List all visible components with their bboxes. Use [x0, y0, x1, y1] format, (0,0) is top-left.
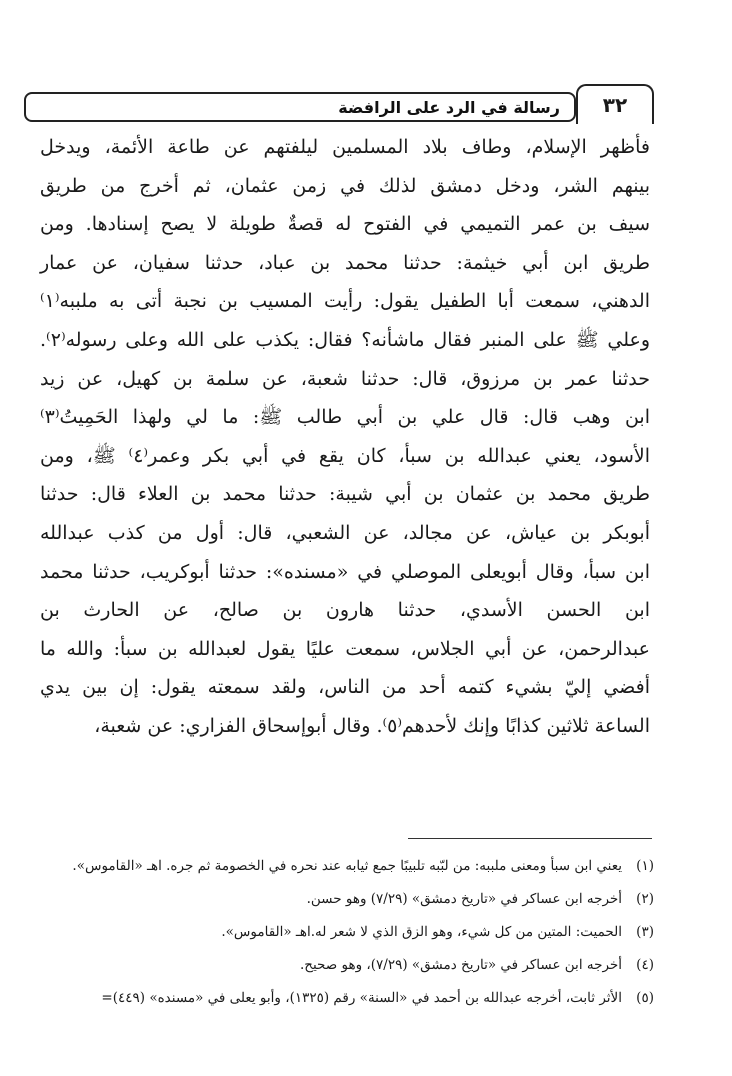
footnote-text: الحميت: المتين من كل شيء، وهو الزق الذي لا شعر له.اهـ «القاموس».: [221, 924, 622, 940]
text-line: أبوبكر بن عياش، عن مجالد، عن الشعبي، قال: أول من كذب عبدالله: [40, 521, 650, 544]
footnote-text: الأثر ثابت، أخرجه عبدالله بن أحمد في «السنة» رقم (١٣٢٥)، وأبو يعلى في «مسنده» (٤٤٩)=: [101, 990, 622, 1006]
text-line: فأظهر الإسلام، وطاف بلاد المسلمين ليلفتهم عن طاعة الأئمة، ويدخل: [40, 136, 650, 158]
footnote-number: (١): [636, 858, 654, 874]
page-number: ٣٢: [602, 93, 628, 117]
text-line: الساعة ثلاثين كذابًا وإنك لأحدهم⁽٥⁾. وقال أبوإسحاق الفزاري: عن شعبة،: [94, 714, 650, 737]
footnote-number: (٣): [636, 924, 654, 940]
text-line: طريق محمد بن عثمان بن أبي شيبة: حدثنا محمد بن العلاء قال: حدثنا: [40, 483, 650, 506]
footnote: [30, 982, 654, 1015]
footnote-text: أخرجه ابن عساكر في «تاريخ دمشق» (٧/٢٩)، وهو صحيح.: [299, 957, 622, 973]
text-line: حدثنا عمر بن مرزوق، قال: حدثنا شعبة، عن سلمة بن كهيل، عن زيد: [40, 367, 650, 390]
text-line: ابن الحسن الأسدي، حدثنا هارون بن صالح، عن الحارث بن: [40, 599, 650, 622]
footnote: [30, 949, 654, 982]
page-number-box: [576, 84, 654, 124]
footnote-divider: [408, 838, 652, 839]
text-line: وعلي ﷺ على المنبر فقال ماشأنه؟ فقال: يكذب على الله وعلى رسوله⁽٢⁾.: [40, 328, 650, 351]
text-line: أفضي إليّ بشيء كتمه أحد من الناس، ولقد سمعته يقول: إن بين يدي: [40, 676, 650, 699]
text-line: الأسود، يعني عبدالله بن سبأ، كان يقع في أبي بكر وعمر⁽٤⁾ ﷺ، ومن: [40, 444, 650, 467]
footnote-number: (٢): [636, 891, 654, 907]
footnote: [30, 883, 654, 916]
text-line: بينهم الشر، ودخل دمشق لذلك في زمن عثمان، ثم أخرج من طريق: [40, 174, 650, 197]
footnote: [30, 916, 654, 949]
text-line: الدهني، سمعت أبا الطفيل يقول: رأيت المسيب بن نجبة أتى به ملببه⁽١⁾: [40, 290, 650, 313]
page-header: [24, 84, 654, 124]
text-line: سيف بن عمر التميمي في الفتوح له قصةٌ طويلة لا يصح إسنادها. ومن: [40, 213, 650, 236]
footnote-text: يعني ابن سبأ ومعنى ملببه: من لبّبه تلبيبًا جمع ثيابه عند نحره في الخصومة ثم جره. اهـ «القاموس».: [72, 858, 622, 874]
footnote: [30, 850, 654, 883]
text-line: ابن سبأ، وقال أبويعلى الموصلي في «مسنده»: حدثنا أبوكريب، حدثنا محمد: [40, 560, 650, 583]
footnote-number: (٤): [636, 957, 654, 973]
main-text: [40, 128, 650, 746]
text-line: عبدالرحمن، عن أبي الجلاس، سمعت عليًا يقول لعبدالله بن سبأ: والله ما: [40, 637, 650, 660]
running-title-bar: [24, 92, 576, 122]
footnotes: [30, 850, 654, 1015]
footnote-text: أخرجه ابن عساكر في «تاريخ دمشق» (٧/٢٩) وهو حسن.: [306, 891, 622, 907]
text-line: طريق ابن أبي خيثمة: حدثنا محمد بن عباد، حدثنا سفيان، عن عمار: [40, 251, 650, 274]
running-title: رسالة في الرد على الرافضة: [338, 97, 560, 117]
footnote-number: (٥): [636, 990, 654, 1006]
text-line: ابن وهب قال: قال علي بن أبي طالب ﷺ: ما لي ولهذا الحَمِيتُ⁽٣⁾: [40, 406, 650, 429]
